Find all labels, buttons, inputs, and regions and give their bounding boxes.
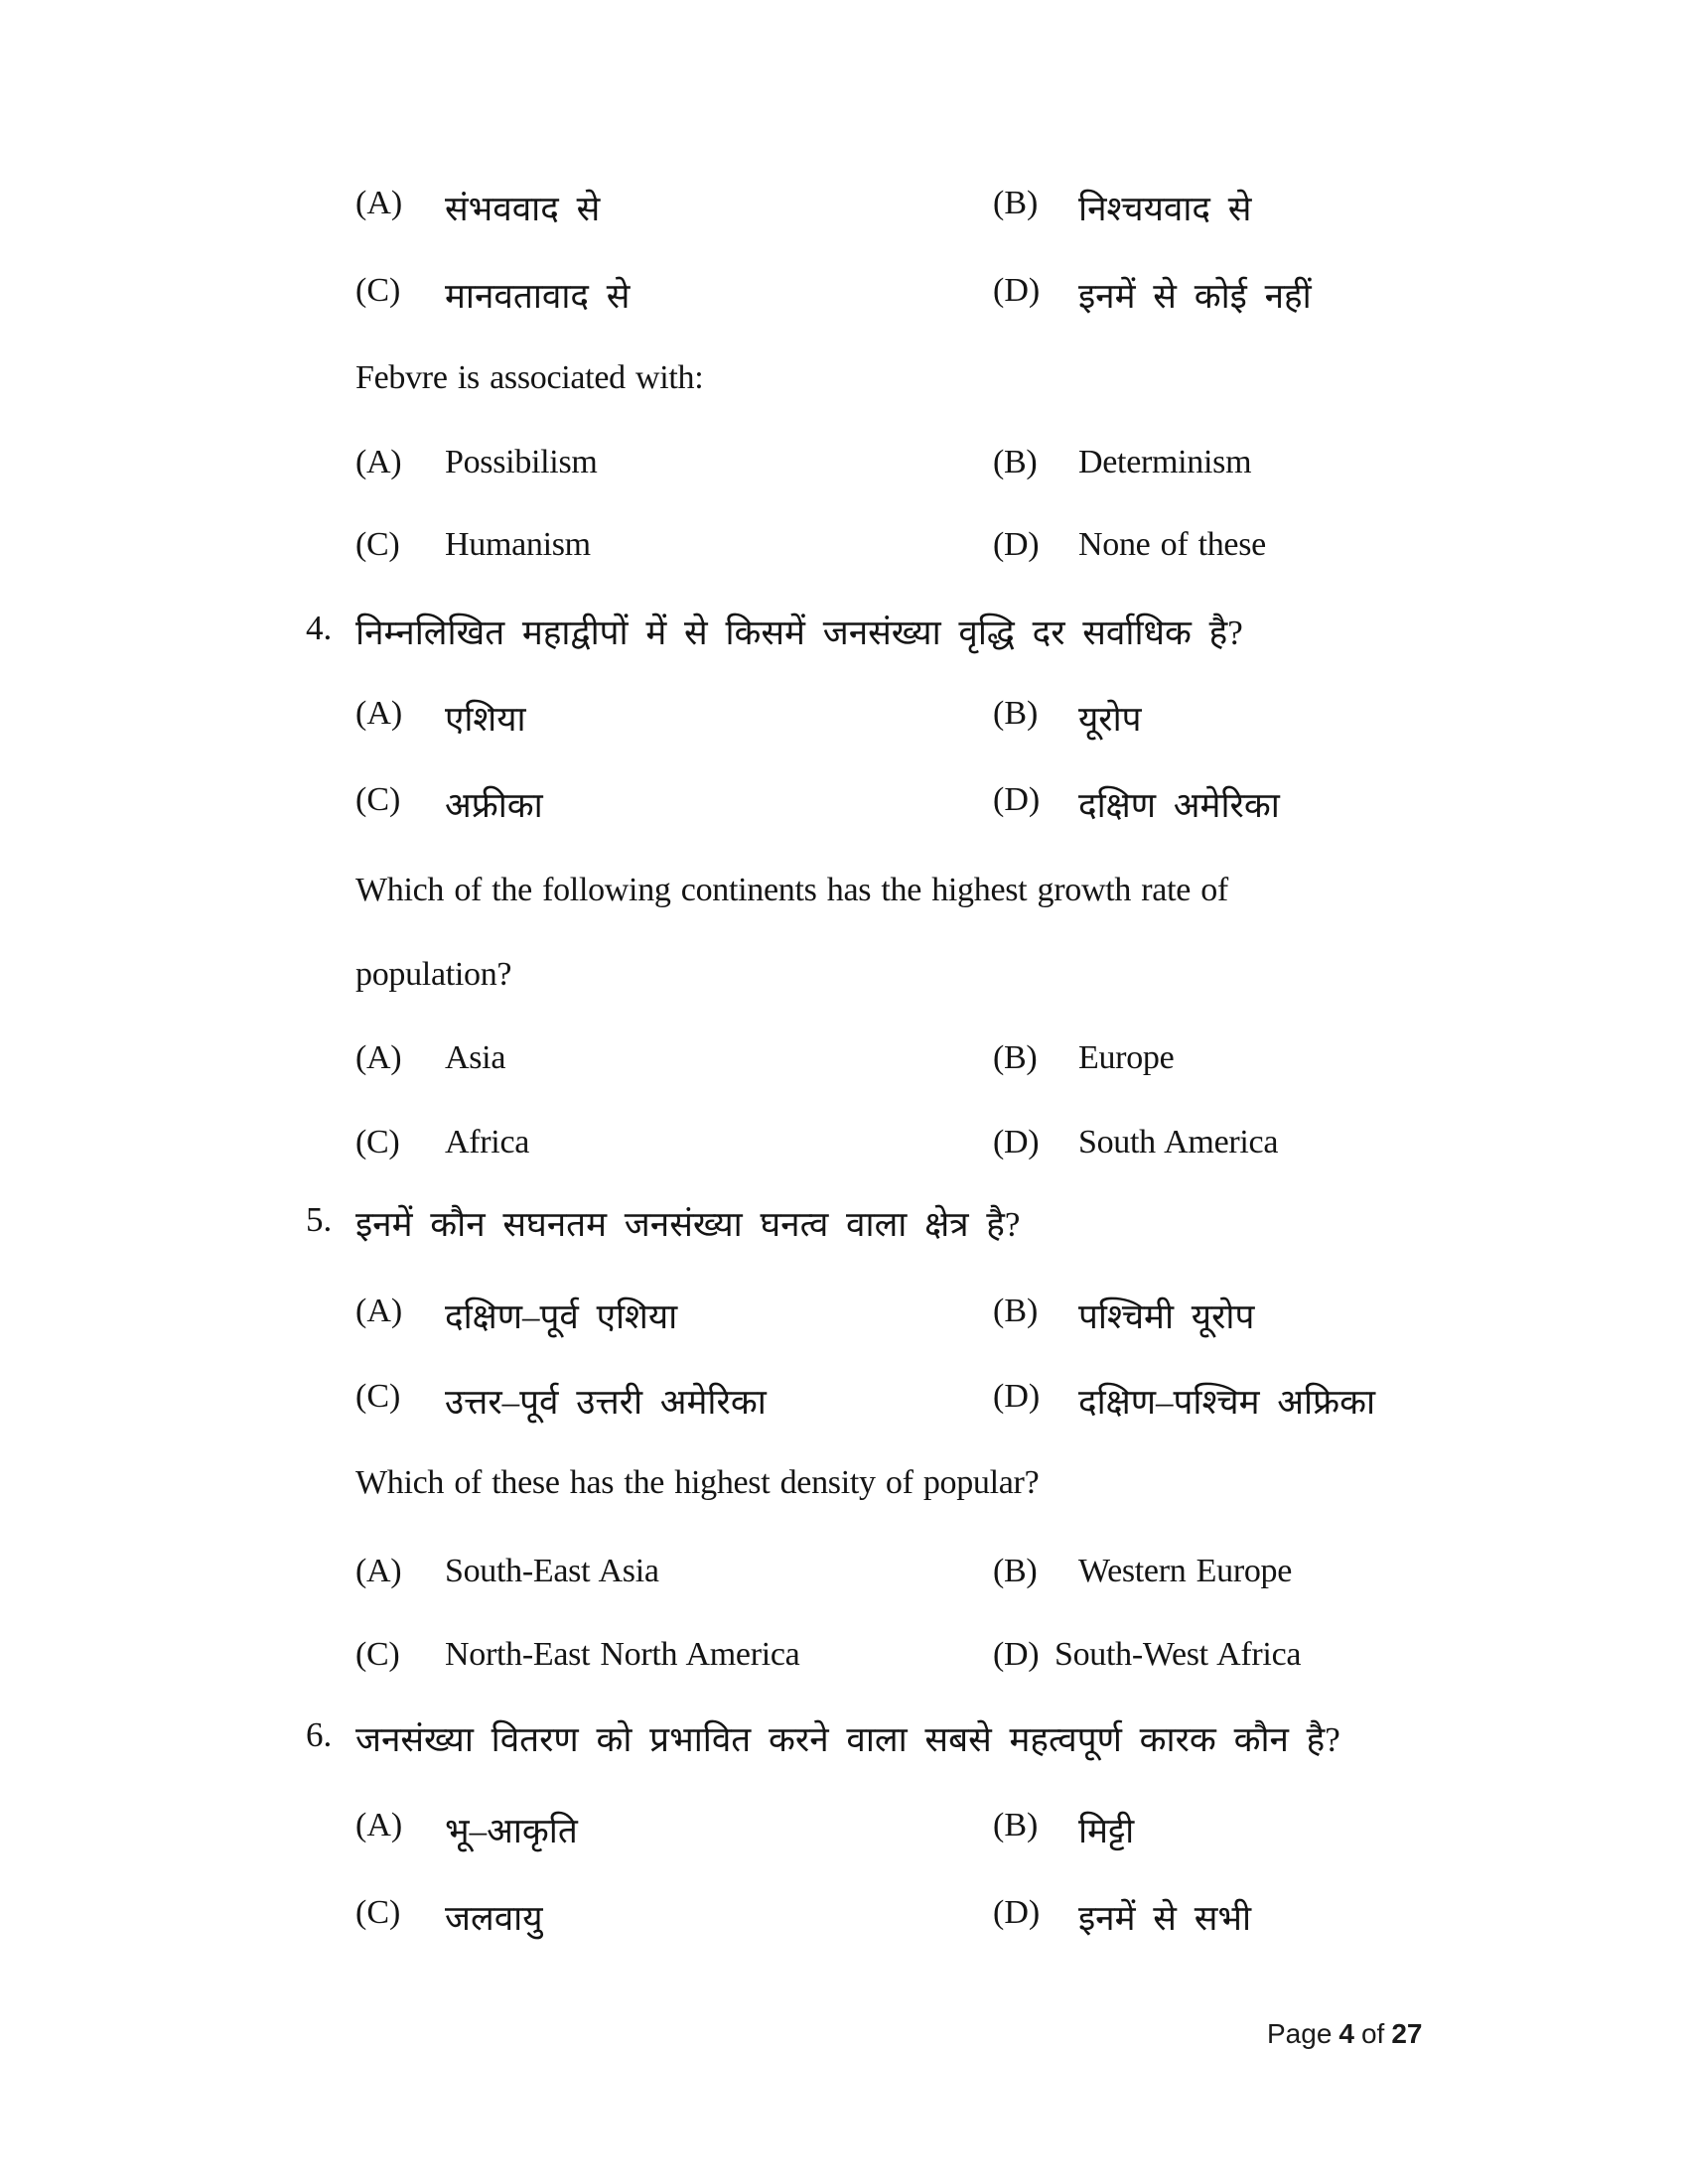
option-text-d: दक्षिण अमेरिका	[1078, 786, 1280, 825]
option-text-b: Europe	[1078, 1039, 1175, 1076]
option-label-c: (C)	[355, 781, 401, 818]
of-label: of	[1360, 2018, 1385, 2049]
option-text-c: जलवायु	[445, 1899, 543, 1938]
option-text-a: South-East Asia	[445, 1553, 659, 1589]
option-label-a: (A)	[355, 444, 402, 480]
option-row	[0, 272, 1688, 324]
question-number: 6.	[306, 1715, 333, 1754]
option-label-a: (A)	[355, 1553, 402, 1589]
option-label-d: (D)	[993, 526, 1040, 563]
option-text-c: उत्तर–पूर्व उत्तरी अमेरिका	[445, 1383, 767, 1422]
option-row	[0, 444, 1688, 495]
page-label: Page	[1267, 2018, 1333, 2049]
option-label-b: (B)	[993, 695, 1039, 732]
option-text-b: Determinism	[1078, 444, 1252, 480]
option-label-b: (B)	[993, 444, 1038, 480]
question-number: 5.	[306, 1200, 333, 1239]
page-footer	[1267, 2018, 1423, 2050]
option-label-b: (B)	[993, 1553, 1038, 1589]
option-label-c: (C)	[355, 1636, 400, 1673]
option-label-d: (D)	[993, 1894, 1041, 1931]
option-row	[0, 1807, 1688, 1858]
question-english-text: Which of these has the highest density of popular?	[355, 1464, 1040, 1501]
option-text-c: Africa	[445, 1124, 530, 1160]
option-text-d: South America	[1078, 1124, 1279, 1160]
option-label-b: (B)	[993, 1039, 1038, 1076]
option-row	[0, 1039, 1688, 1091]
question-english-text: Febvre is associated with:	[355, 359, 704, 396]
option-row	[0, 1378, 1688, 1430]
option-text-c: मानवतावाद से	[445, 277, 631, 316]
option-text-a: भू–आकृति	[445, 1812, 578, 1850]
option-text-d: इनमें से कोई नहीं	[1078, 277, 1312, 316]
option-row	[0, 1553, 1688, 1604]
option-text-d: इनमें से सभी	[1078, 1899, 1252, 1938]
option-label-d: (D)	[993, 781, 1041, 818]
question-line	[0, 1715, 1688, 1767]
option-text-c: Humanism	[445, 526, 591, 563]
option-text-d: None of these	[1078, 526, 1266, 563]
question-hindi-text: जनसंख्या वितरण को प्रभावित करने वाला सबसे महत्वपूर्ण कारक कौन है?	[355, 1720, 1340, 1759]
option-label-d: (D)	[993, 1124, 1040, 1160]
option-text-a: संभववाद से	[445, 190, 601, 228]
option-row	[0, 781, 1688, 833]
option-text-b: Western Europe	[1078, 1553, 1293, 1589]
option-row	[0, 1894, 1688, 1946]
question-hindi-text: इनमें कौन सघनतम जनसंख्या घनत्व वाला क्षेत्र है?	[355, 1205, 1021, 1244]
option-label-c: (C)	[355, 1894, 401, 1931]
option-label-c: (C)	[355, 1378, 401, 1415]
question-number: 4.	[306, 609, 333, 647]
option-label-d: (D)	[993, 272, 1041, 309]
option-label-c: (C)	[355, 272, 401, 309]
option-text-c: North-East North America	[445, 1636, 800, 1673]
option-text-d: South-West Africa	[1055, 1636, 1302, 1673]
option-row	[0, 1124, 1688, 1175]
option-text-a: दक्षिण–पूर्व एशिया	[445, 1297, 678, 1336]
option-text-b: निश्चयवाद से	[1078, 190, 1252, 228]
option-label-b: (B)	[993, 1293, 1039, 1329]
question-line	[0, 1200, 1688, 1252]
option-label-c: (C)	[355, 526, 400, 563]
option-label-a: (A)	[355, 1293, 403, 1329]
question-english-line	[0, 1464, 1688, 1516]
question-english-line	[0, 956, 1688, 1008]
option-text-b: पश्चिमी यूरोप	[1078, 1297, 1255, 1336]
option-label-c: (C)	[355, 1124, 400, 1160]
option-row	[0, 1636, 1688, 1688]
page-total: 27	[1391, 2018, 1423, 2049]
option-text-b: यूरोप	[1078, 700, 1142, 739]
option-label-a: (A)	[355, 1807, 403, 1843]
option-text-d: दक्षिण–पश्चिम अफ्रिका	[1078, 1383, 1376, 1422]
option-text-b: मिट्टी	[1078, 1812, 1135, 1850]
page-number: 4	[1338, 2018, 1354, 2049]
question-english-text: population?	[355, 956, 512, 993]
option-label-d: (D)	[993, 1636, 1040, 1673]
question-english-text: Which of the following continents has the highest growth rate of	[355, 872, 1228, 908]
option-text-a: एशिया	[445, 700, 526, 739]
option-text-c: अफ्रीका	[445, 786, 543, 825]
question-hindi-text: निम्नलिखित महाद्वीपों में से किसमें जनसंख्या वृद्धि दर सर्वाधिक है?	[355, 614, 1243, 652]
option-label-a: (A)	[355, 695, 403, 732]
option-text-a: Possibilism	[445, 444, 598, 480]
question-line	[0, 609, 1688, 660]
question-english-line	[0, 872, 1688, 923]
option-row	[0, 526, 1688, 578]
option-row	[0, 1293, 1688, 1344]
option-text-a: Asia	[445, 1039, 506, 1076]
option-label-a: (A)	[355, 1039, 402, 1076]
option-label-b: (B)	[993, 1807, 1039, 1843]
option-row	[0, 695, 1688, 747]
option-row	[0, 185, 1688, 236]
option-label-b: (B)	[993, 185, 1039, 221]
option-label-d: (D)	[993, 1378, 1041, 1415]
question-english-line	[0, 359, 1688, 411]
option-label-a: (A)	[355, 185, 403, 221]
